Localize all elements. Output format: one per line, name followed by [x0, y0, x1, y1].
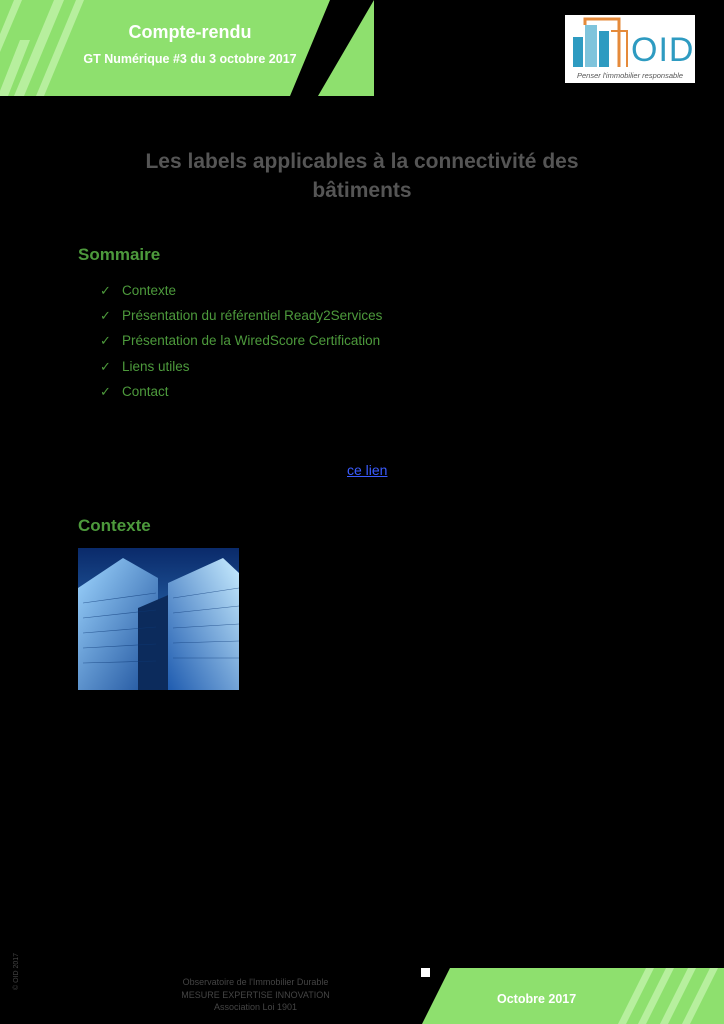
checkmark-icon: ✓	[100, 333, 111, 349]
banner-stripes	[0, 0, 374, 96]
list-item[interactable]	[100, 281, 382, 306]
body-link[interactable]: ce lien	[347, 462, 388, 478]
checkmark-icon: ✓	[100, 358, 111, 374]
logo-tagline: Penser l'immobilier responsable	[576, 71, 684, 80]
copyright-text: © OID 2017	[13, 952, 20, 990]
footer-org-motto: MESURE EXPERTISE INNOVATION	[181, 989, 330, 1000]
footer-org-status: Association Loi 1901	[213, 1002, 298, 1012]
list-item[interactable]	[100, 382, 382, 407]
summary-heading: Sommaire	[78, 245, 161, 264]
list-item[interactable]	[100, 357, 382, 382]
logo-text: OID	[631, 31, 695, 69]
building-logo-icon	[569, 17, 631, 69]
footer-org-name: Observatoire de l'Immobilier Durable	[182, 977, 329, 987]
footer-corner-mark	[421, 968, 430, 977]
summary-item-label[interactable]: Présentation de la WiredScore Certification	[122, 333, 381, 349]
summary-item-label[interactable]: Présentation du référentiel Ready2Services	[122, 308, 383, 324]
checkmark-icon: ✓	[100, 308, 111, 324]
oid-logo	[565, 15, 695, 83]
building-image	[78, 548, 239, 690]
footer-organization	[118, 976, 393, 1014]
report-subtitle: GT Numérique #3 du 3 octobre 2017	[83, 52, 297, 66]
checkmark-icon: ✓	[100, 383, 111, 399]
summary-item-label[interactable]: Liens utiles	[122, 358, 190, 374]
checkmark-icon: ✓	[100, 283, 111, 298]
list-item[interactable]	[100, 331, 382, 356]
document-title: Les labels applicables à la connectivité des bâtiments	[145, 150, 579, 202]
footer-date: Octobre 2017	[497, 992, 577, 1006]
summary-list	[100, 281, 382, 407]
list-item[interactable]	[100, 306, 382, 331]
summary-item-label[interactable]: Contexte	[122, 283, 177, 298]
context-heading: Contexte	[78, 516, 151, 535]
header-banner	[0, 0, 374, 96]
summary-item-label[interactable]: Contact	[122, 383, 169, 399]
report-title: Compte-rendu	[128, 22, 252, 42]
